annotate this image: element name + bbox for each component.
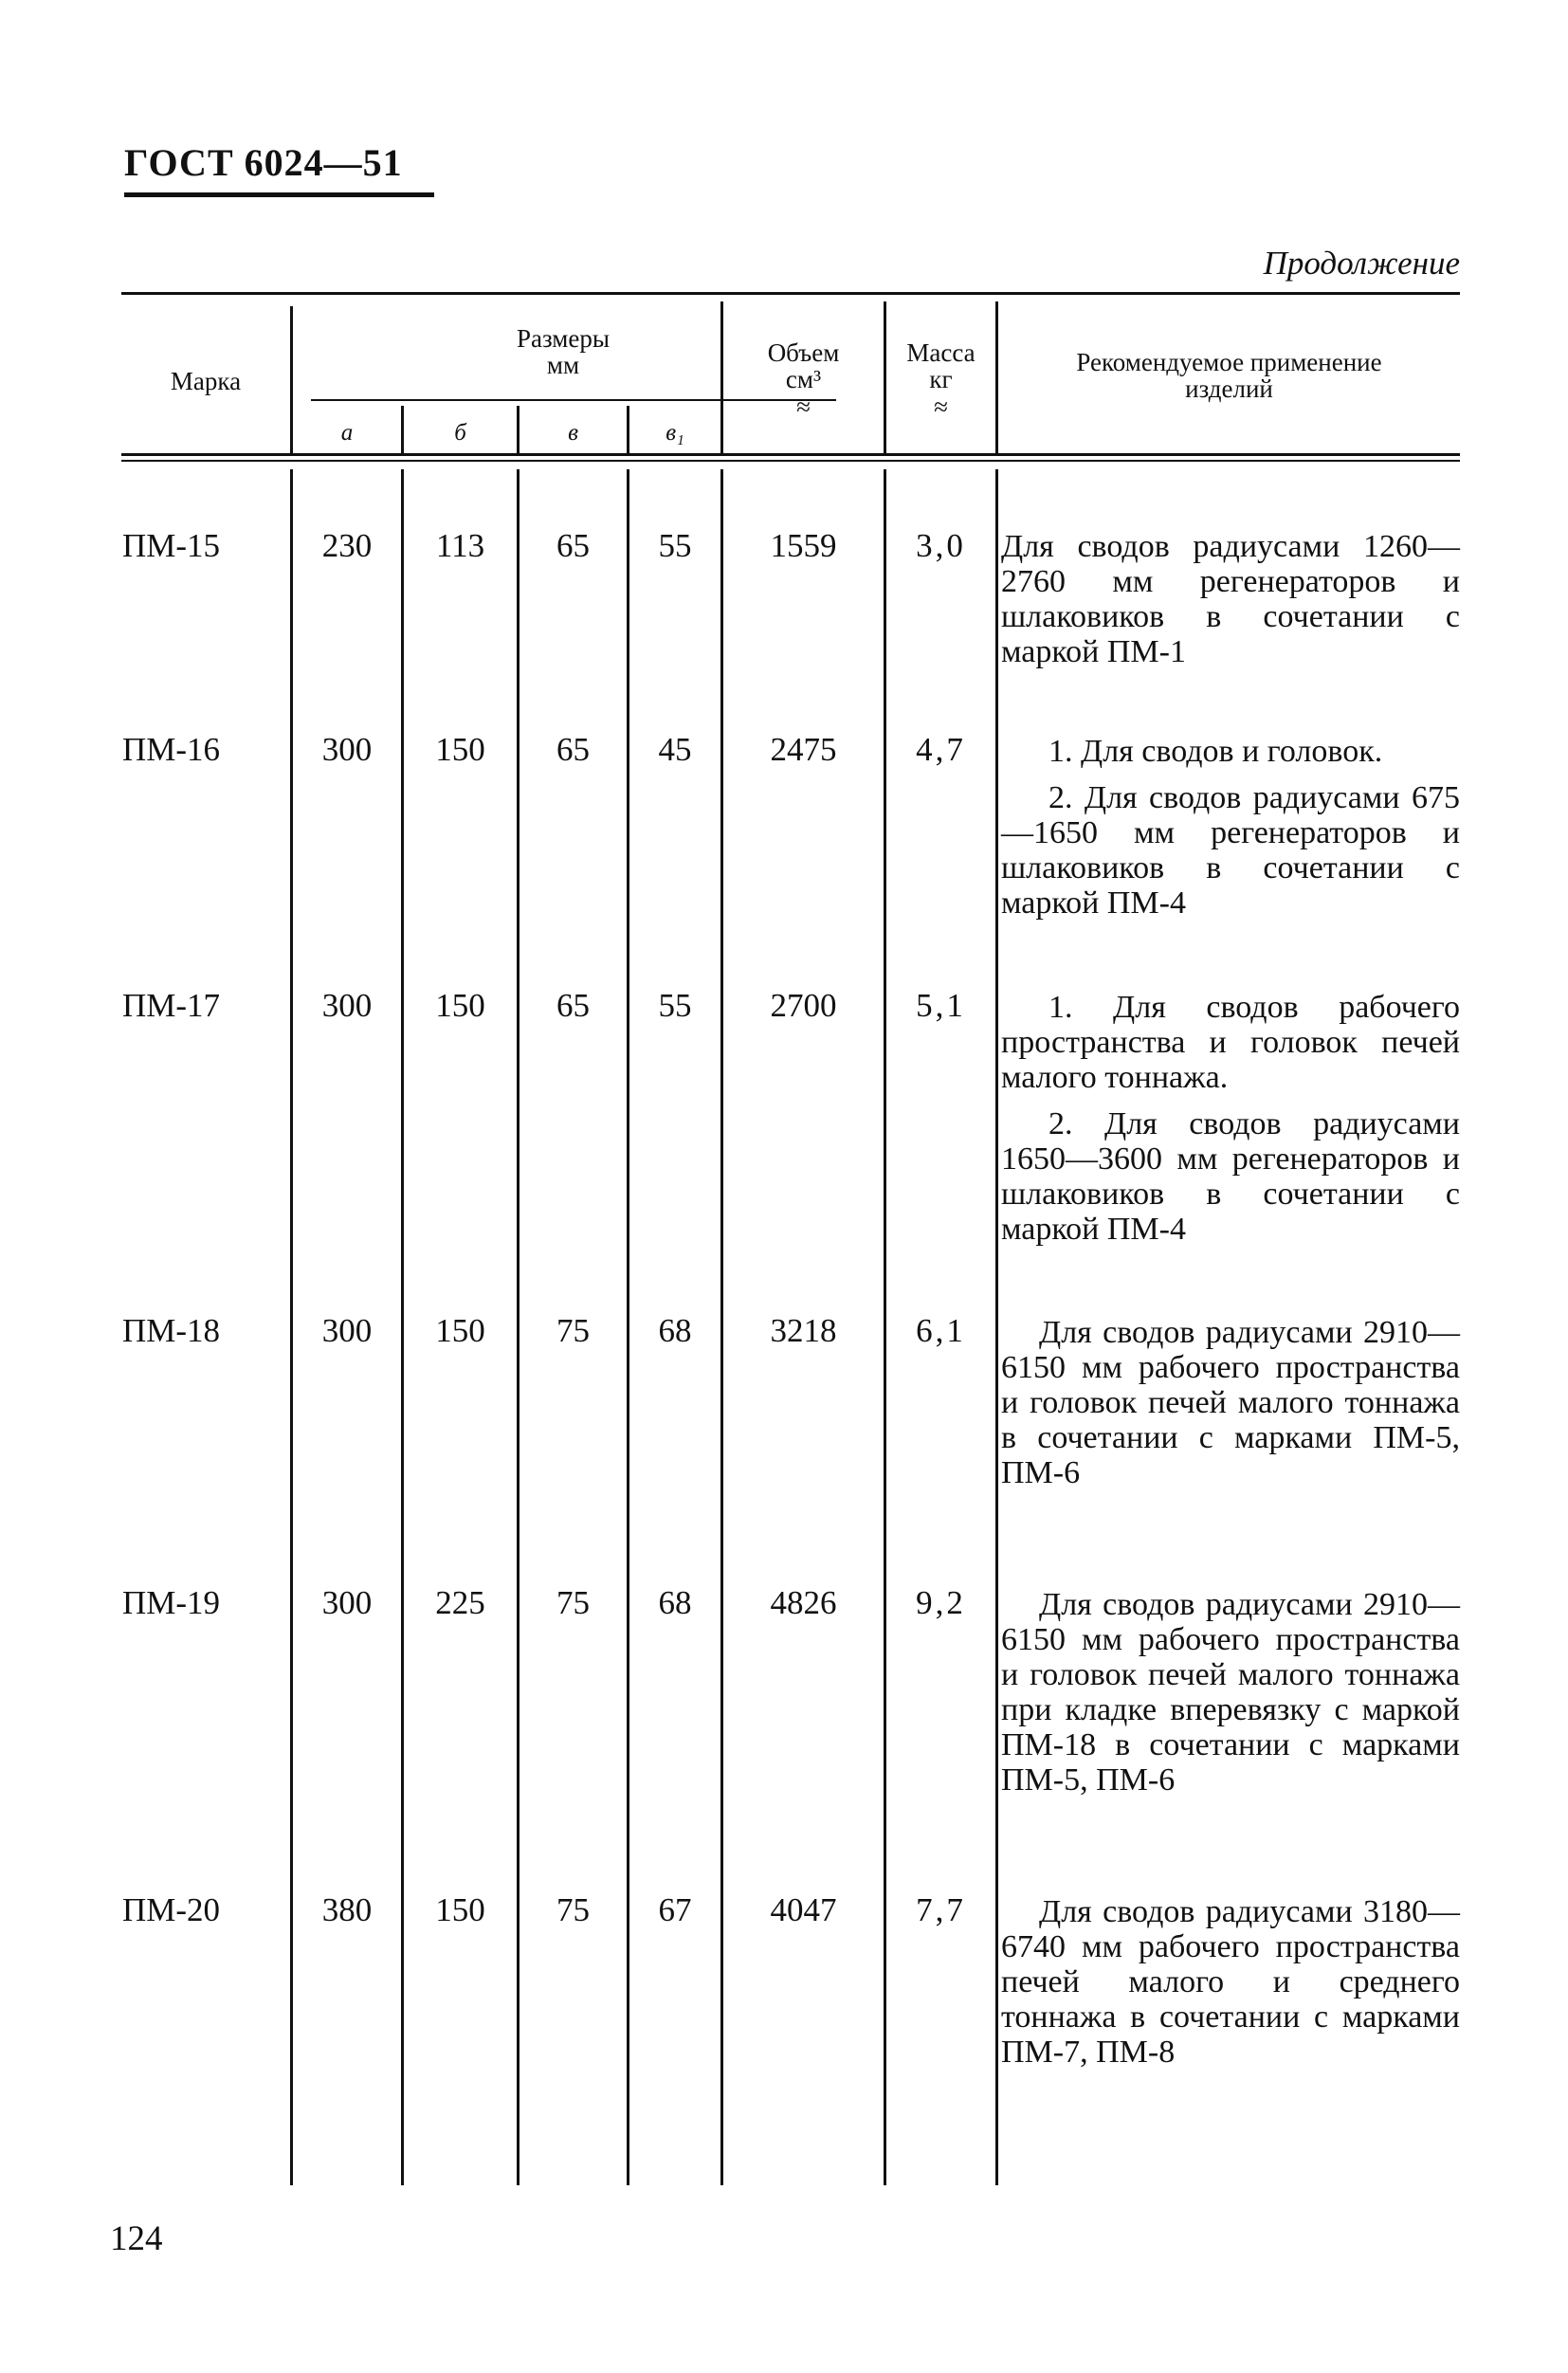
cell-a: 300: [321, 1584, 373, 1621]
cell-b: 150: [435, 731, 485, 768]
use-text: 2. Для сводов радиусами 675—1650 мм регенераторов и шлаковиков в сочетании с маркой ПМ-4: [1001, 780, 1460, 921]
header-mass: Масса кг ≈: [906, 338, 975, 421]
use-text: Для сводов радиусами 1260—2760 мм регенераторов и шлаковиков в сочетании с маркой ПМ-1: [1001, 529, 1460, 669]
cell-v: 65: [556, 987, 590, 1024]
cell-a: 300: [321, 731, 373, 768]
title-underline: [124, 192, 434, 197]
header-bottom-rule: [121, 453, 1460, 456]
cell-mark: ПМ-19: [122, 1584, 221, 1621]
use-text: 1. Для сводов рабочего пространства и головок печей малого тоннажа.: [1001, 990, 1460, 1095]
specification-table: [121, 292, 1460, 2188]
cell-volume: 4047: [770, 1891, 837, 1928]
cell-mass: 9,2: [916, 1584, 966, 1621]
cell-mark: ПМ-16: [122, 731, 221, 768]
cell-mark: ПМ-20: [122, 1891, 221, 1928]
cell-b: 150: [435, 987, 485, 1024]
cell-v: 75: [556, 1584, 590, 1621]
cell-volume: 2700: [770, 987, 837, 1024]
cell-v1: 68: [658, 1312, 692, 1349]
header-mark: Марка: [170, 367, 242, 395]
header-size-a: а: [340, 420, 354, 446]
cell-use: [1001, 1894, 1460, 2081]
col-divider-7-body: [995, 469, 998, 2185]
cell-b: 225: [435, 1584, 485, 1621]
cell-mass: 3,0: [916, 527, 966, 564]
cell-volume: 1559: [770, 527, 837, 564]
cell-v1: 67: [658, 1891, 692, 1928]
cell-mark: ПМ-15: [122, 527, 221, 564]
cell-a: 230: [321, 527, 373, 564]
cell-a: 300: [321, 987, 373, 1024]
page-number: 124: [110, 2219, 163, 2258]
cell-v: 65: [556, 731, 590, 768]
header-size-v: в: [568, 420, 578, 446]
continuation-label: Продолжение: [1263, 245, 1460, 282]
header-bottom-rule-2: [121, 460, 1460, 462]
cell-use: [1001, 990, 1460, 1258]
cell-b: 150: [435, 1312, 485, 1349]
cell-a: 300: [321, 1312, 373, 1349]
cell-use: [1001, 1587, 1460, 1809]
cell-volume: 2475: [770, 731, 837, 768]
cell-b: 113: [435, 527, 485, 564]
cell-mark: ПМ-18: [122, 1312, 221, 1349]
cell-v1: 68: [658, 1584, 692, 1621]
document-title: ГОСТ 6024—51: [124, 141, 403, 184]
cell-use: [1001, 529, 1460, 681]
cell-volume: 4826: [770, 1584, 837, 1621]
header-size-b: б: [454, 420, 466, 446]
cell-use: [1001, 1315, 1460, 1502]
use-text: Для сводов радиусами 2910—6150 мм рабочего пространства и головок печей малого тоннажа в сочетании с марками ПМ-5, ПМ-6: [1001, 1315, 1460, 1490]
cell-v1: 45: [658, 731, 692, 768]
cell-volume: 3218: [770, 1312, 837, 1349]
cell-a: 380: [321, 1891, 373, 1928]
cell-v1: 55: [658, 987, 692, 1024]
cell-mass: 5,1: [916, 987, 966, 1024]
use-text: Для сводов радиусами 2910—6150 мм рабочего пространства и головок печей малого тоннажа при кладке вперевязку с маркой ПМ-18 в сочетании с марками ПМ-5, ПМ-6: [1001, 1587, 1460, 1798]
table-top-rule: [121, 292, 1460, 295]
header-sizes: Размеры мм: [517, 324, 610, 380]
cell-v: 75: [556, 1891, 590, 1928]
cell-v: 75: [556, 1312, 590, 1349]
header-size-v1: в₁: [665, 420, 684, 446]
cell-mark: ПМ-17: [122, 987, 221, 1024]
cell-v1: 55: [658, 527, 692, 564]
header-use: Рекомендуемое применение изделий: [1076, 348, 1382, 404]
use-text: Для сводов радиусами 3180—6740 мм рабочего пространства печей малого и среднего тоннажа в сочетании с марками ПМ-7, ПМ-8: [1001, 1894, 1460, 2070]
header-volume: Объем см³ ≈: [767, 338, 840, 421]
cell-mass: 7,7: [916, 1891, 966, 1928]
cell-mass: 4,7: [916, 731, 966, 768]
cell-v: 65: [556, 527, 590, 564]
cell-mass: 6,1: [916, 1312, 966, 1349]
cell-b: 150: [435, 1891, 485, 1928]
cell-use: [1001, 734, 1460, 932]
use-text: 2. Для сводов радиусами 1650—3600 мм регенераторов и шлаковиков в сочетании с маркой ПМ-4: [1001, 1106, 1460, 1247]
use-text: 1. Для сводов и головок.: [1048, 734, 1383, 769]
